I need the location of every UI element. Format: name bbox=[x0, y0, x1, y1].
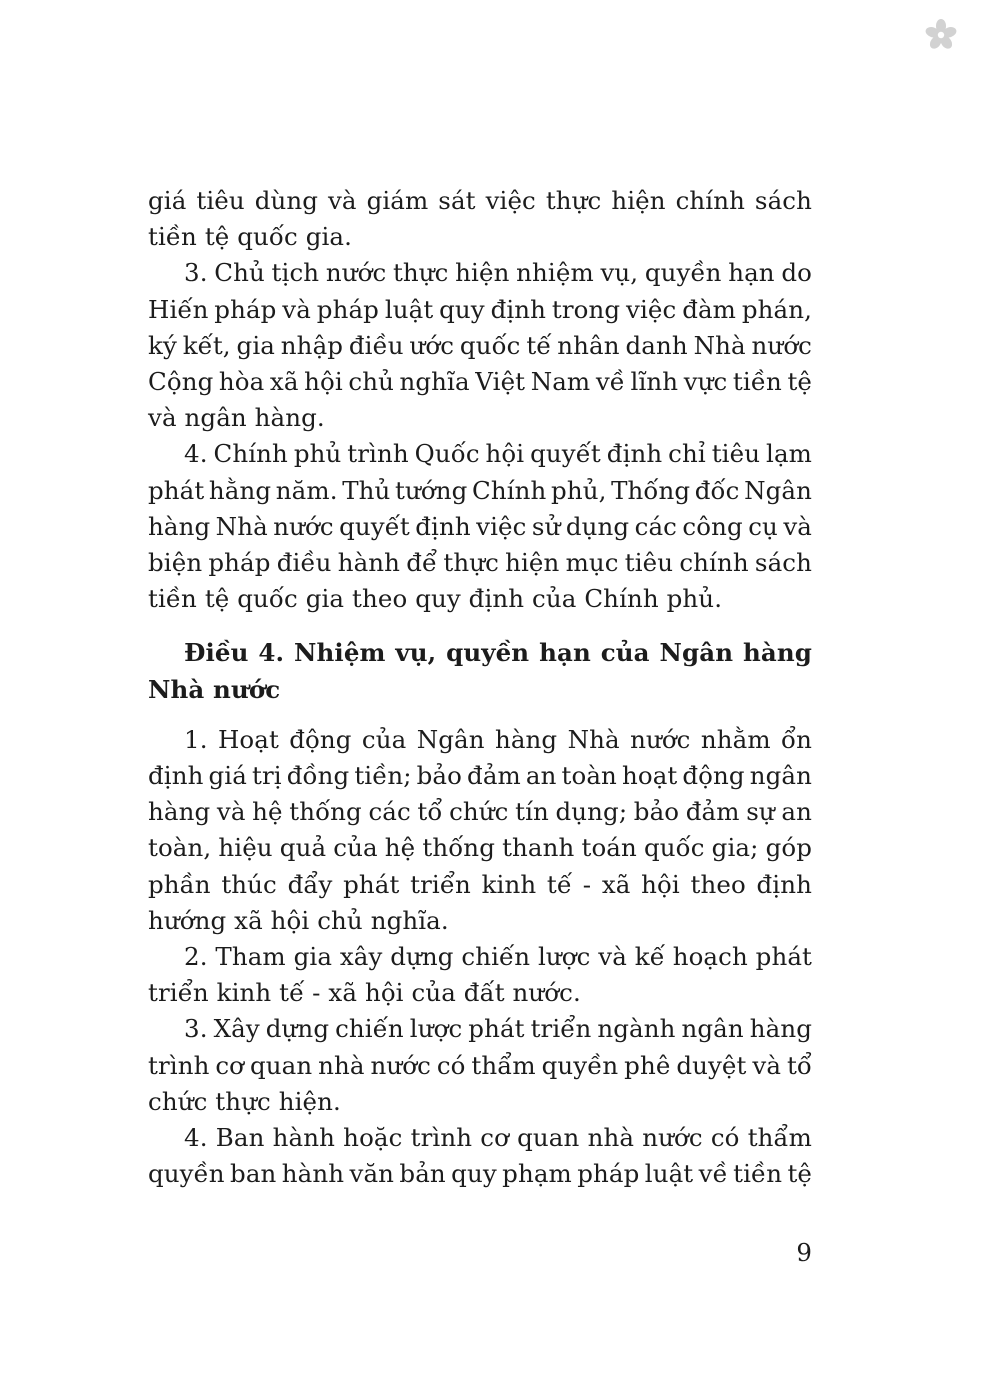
text-line: 2. Tham gia xây dựng chiến lược và kế hoạch phát bbox=[184, 942, 812, 972]
clause-3-president bbox=[148, 255, 812, 436]
text-line: triển kinh tế - xã hội của đất nước. bbox=[148, 978, 581, 1008]
text-line: quyền ban hành văn bản quy phạm pháp luật về tiền tệ bbox=[148, 1159, 812, 1189]
article-4-clause-4 bbox=[148, 1120, 812, 1192]
text-line: toàn, hiệu quả của hệ thống thanh toán quốc gia; góp bbox=[148, 833, 812, 863]
text-line: tiền tệ quốc gia theo quy định của Chính phủ. bbox=[148, 584, 723, 614]
text-line: giá tiêu dùng và giám sát việc thực hiện chính sách bbox=[148, 186, 812, 215]
text-line: phần thúc đẩy phát triển kinh tế - xã hội theo định bbox=[148, 869, 812, 899]
text-line: 4. Ban hành hoặc trình cơ quan nhà nước có thẩm bbox=[184, 1123, 812, 1153]
flower-watermark-icon bbox=[924, 18, 958, 52]
heading-line: Nhà nước bbox=[148, 674, 281, 704]
clause-4-government bbox=[148, 436, 812, 617]
text-line: hàng và hệ thống các tổ chức tín dụng; bảo đảm sự an bbox=[148, 797, 812, 827]
text-line: biện pháp điều hành để thực hiện mục tiêu chính sách bbox=[148, 548, 812, 578]
text-line: và ngân hàng. bbox=[148, 403, 325, 433]
text-line: 4. Chính phủ trình Quốc hội quyết định chỉ tiêu lạm bbox=[184, 439, 812, 469]
text-line: Hiến pháp và pháp luật quy định trong việc đàm phán, bbox=[148, 294, 812, 324]
heading-line: Điều 4. Nhiệm vụ, quyền hạn của Ngân hàng bbox=[184, 638, 812, 668]
text-line: hàng Nhà nước quyết định việc sử dụng các công cụ và bbox=[148, 511, 812, 541]
text-line: 1. Hoạt động của Ngân hàng Nhà nước nhằm ổn bbox=[184, 724, 812, 754]
text-line: Cộng hòa xã hội chủ nghĩa Việt Nam về lĩnh vực tiền tệ bbox=[148, 367, 812, 397]
text-line: 3. Xây dựng chiến lược phát triển ngành ngân hàng bbox=[184, 1014, 812, 1044]
text-line: phát hằng năm. Thủ tướng Chính phủ, Thống đốc Ngân bbox=[148, 475, 812, 505]
text-line: chức thực hiện. bbox=[148, 1086, 341, 1116]
article-4-clause-1 bbox=[148, 722, 812, 939]
text-line: hướng xã hội chủ nghĩa. bbox=[148, 905, 449, 935]
page-number: 9 bbox=[796, 1238, 812, 1267]
article-4-clause-3 bbox=[148, 1011, 812, 1120]
text-line: trình cơ quan nhà nước có thẩm quyền phê duyệt và tổ bbox=[148, 1050, 812, 1080]
text-line: ký kết, gia nhập điều ước quốc tế nhân danh Nhà nước bbox=[148, 330, 812, 360]
text-line: 3. Chủ tịch nước thực hiện nhiệm vụ, quyền hạn do bbox=[184, 258, 812, 288]
document-page-body bbox=[148, 183, 812, 1192]
article-4-clause-2 bbox=[148, 939, 812, 1011]
text-line: tiền tệ quốc gia. bbox=[148, 222, 353, 252]
paragraph-continuation bbox=[148, 183, 812, 255]
text-line: định giá trị đồng tiền; bảo đảm an toàn hoạt động ngân bbox=[148, 761, 812, 791]
article-4-heading bbox=[148, 635, 812, 707]
